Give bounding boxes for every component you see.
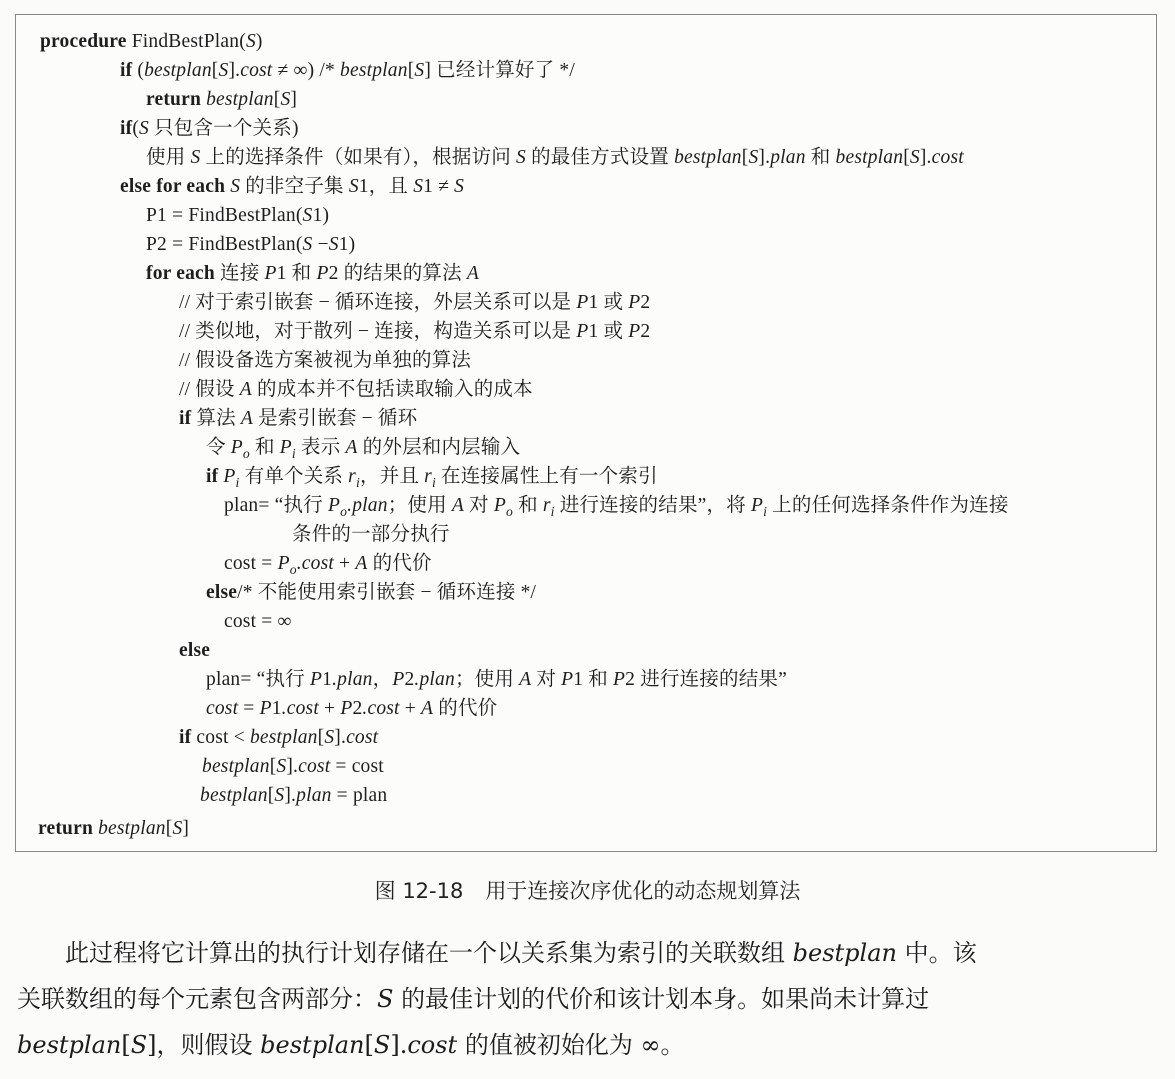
code-line [206,462,658,491]
code-line [202,752,384,781]
text-run: 1，且 [358,176,414,197]
text-run: 连接 [214,263,265,284]
italic-term: A [421,698,434,719]
subscript: o [289,561,297,577]
text-run: 和 [513,495,543,516]
text-run: 1) [312,205,330,226]
text-run: [ [269,756,277,777]
italic-term: P [277,553,290,574]
text-run: ]. [919,147,932,168]
text-run: 算法 [191,408,241,429]
italic-term: S [130,1031,148,1059]
italic-term: bestplan [674,147,742,168]
text-run: + [399,698,422,719]
text-run: 令 [206,437,231,458]
paragraph-line [17,1022,1157,1068]
italic-term: P [316,263,329,284]
italic-term: bestplan [17,1031,122,1059]
code-line [179,404,417,433]
italic-term: .cost [296,553,335,574]
text-run: 的非空子集 [240,176,349,197]
code-line [206,665,787,694]
italic-term: .cost [362,698,400,719]
italic-term: A [355,553,368,574]
text-run: ；使用 [387,495,452,516]
code-line [179,636,210,665]
text-run: ]. [334,727,347,748]
text-run: // 类似地，对于散列 − 连接，构造关系可以是 [179,321,577,342]
italic-term: r [348,466,356,487]
italic-term: .plan [347,495,388,516]
text-run: 2 [640,321,651,342]
text-run: ]. [390,1031,408,1059]
italic-term: S [324,727,335,748]
code-line [206,433,520,462]
text-run: cost < [191,727,250,748]
code-line [179,288,650,317]
text-run: 只包含一个关系) [148,118,299,139]
italic-term: S [748,147,759,168]
text-run: 的最佳方式设置 [526,147,675,168]
text-run: 对 [464,495,494,516]
italic-term: bestplan [249,727,318,748]
text-run: 2 [404,669,415,690]
text-run: [ [267,785,275,806]
subscript: o [242,445,250,461]
italic-term: S [909,147,920,168]
text-run: [ [317,727,325,748]
italic-term: P [279,437,292,458]
text-run: − [312,234,329,255]
subscript: i [763,503,768,519]
text-run: = [238,698,260,719]
code-line [146,85,297,114]
text-run: plan= “执行 [206,669,310,690]
code-line [146,259,479,288]
italic-term: S [373,1031,391,1059]
keyword: for each [146,263,215,284]
text-run: [ [364,1031,374,1059]
text-run: ) [255,31,263,52]
text-run: 条件的一部分执行 [292,524,450,545]
italic-term: S [413,176,424,197]
text-run: 关联数组的每个元素包含两部分： [17,985,377,1013]
text-run: ] [290,89,298,110]
italic-term: S [218,60,229,81]
subscript: i [550,503,555,519]
text-run: [ [407,60,415,81]
italic-term: P [628,292,641,313]
text-run: // 假设 [179,379,240,400]
text-run: 1 [271,698,282,719]
text-run: 1 和 [573,669,614,690]
italic-term: S [414,60,425,81]
text-run: ]，则假设 [147,1031,261,1059]
italic-term: bestplan [200,785,268,806]
italic-term: P [576,321,589,342]
italic-term: P [230,437,243,458]
text-run: P1 = FindBestPlan( [146,205,303,226]
italic-term: bestplan [260,1031,365,1059]
code-line [179,346,471,375]
code-line [224,491,1009,520]
italic-term: S [348,176,359,197]
italic-term: S [302,205,313,226]
italic-term: cost [407,1031,458,1059]
italic-term: A [240,408,253,429]
text-run: 1 和 [276,263,317,284]
text-run: 1 ≠ [423,176,455,197]
paragraph-line [17,976,1157,1022]
text-run: ， [372,669,393,690]
keyword: if [179,727,192,748]
text-run: + [334,553,356,574]
italic-term: P [309,669,323,690]
italic-term: cost [346,727,379,748]
code-line [146,201,329,230]
keyword: if [120,118,133,139]
keyword: if [206,466,219,487]
italic-term: plan [296,785,332,806]
text-run: ]. [758,147,771,168]
text-run: 1 [322,669,333,690]
italic-term: S [302,234,313,255]
keyword: else [206,582,238,603]
italic-term: P [259,698,272,719]
text-run: // 假设备选方案被视为单独的算法 [179,350,472,371]
code-line [120,172,464,201]
italic-term: S [245,31,256,52]
paragraph-line [17,930,1157,976]
text-run: 表示 [295,437,346,458]
text-run: 此过程将它计算出的执行计划存储在一个以关系集为索引的关联数组 [65,939,793,967]
code-line [292,520,450,549]
subscript: i [355,474,360,490]
italic-term: bestplan [98,818,166,839]
italic-term: bestplan [202,756,270,777]
keyword: if [179,408,192,429]
text-run: // 对于索引嵌套 − 循环连接，外层关系可以是 [179,292,577,313]
text-run: 1) [338,234,356,255]
text-run: ≠ ∞) /* [272,60,341,81]
text-run: 2 [640,292,651,313]
code-line [224,607,292,636]
italic-term: P [340,698,353,719]
text-run: [ [741,147,749,168]
text-run: [ [165,818,173,839]
keyword: return [146,89,201,110]
keyword: procedure [40,31,127,52]
text-run: 的最佳计划的代价和该计划本身。如果尚未计算过 [393,985,930,1013]
text-run: 和 [805,147,836,168]
code-line [40,27,263,56]
italic-term: P [392,669,405,690]
text-run: [ [903,147,910,168]
code-line [146,230,355,259]
text-run: 的成本并不包括读取输入的成本 [251,379,533,400]
italic-term: S [274,785,285,806]
text-run: cost = ∞ [224,611,292,632]
subscript: i [431,474,436,490]
text-run: ] [182,818,190,839]
text-run: 是索引嵌套 − 循环 [253,408,418,429]
text-run: 中。该 [896,939,977,967]
text-run: 1 或 [588,292,629,313]
keyword: if [120,60,133,81]
text-run: 的代价 [433,698,498,719]
body-paragraph [17,930,1157,1068]
italic-term: P [223,466,236,487]
code-line [179,375,533,404]
italic-term: .cost [281,698,319,719]
italic-term: r [424,466,432,487]
code-line [120,114,299,143]
text-run: ]. [228,60,241,81]
text-run: /* 不能使用索引嵌套 − 循环连接 */ [237,582,537,603]
text-run: 和 [249,437,280,458]
text-run: ]. [286,756,299,777]
italic-term: A [466,263,479,284]
keyword: else for each [120,176,226,197]
text-run: 有单个关系 [239,466,349,487]
figure-title: 用于连接次序优化的动态规划算法 [485,879,801,903]
text-run: 使用 [146,147,191,168]
italic-term: A [519,669,532,690]
text-run: ( [132,60,145,81]
italic-term: cost [240,60,273,81]
italic-term: P [327,495,341,516]
subscript: i [291,445,296,461]
text-run: ( [132,118,140,139]
text-run: ；使用 [454,669,520,690]
text-run: FindBestPlan( [126,31,246,52]
italic-term: S [172,818,183,839]
italic-term: cost [931,147,964,168]
text-run: ]. [284,785,297,806]
figure-number: 图 12-18 [374,879,464,903]
text-run: [ [211,60,219,81]
italic-term: S [280,89,291,110]
subscript: o [505,503,514,519]
italic-term: P [750,495,764,516]
keyword: else [179,640,211,661]
italic-term: bestplan [144,60,212,81]
italic-term: plan [770,147,806,168]
keyword: return [38,818,93,839]
text-run: 的代价 [367,553,432,574]
text-run: cost = [224,553,278,574]
italic-term: S [139,118,149,139]
text-run: plan= “执行 [224,495,328,516]
italic-term: bestplan [835,147,904,168]
text-run: P2 = FindBestPlan( [146,234,303,255]
subscript: i [235,474,240,490]
text-run: 2 [352,698,363,719]
italic-term: cost [206,698,239,719]
text-run: ] 已经计算好了 */ [424,60,575,81]
italic-term: P [576,292,589,313]
code-line [120,56,575,85]
italic-term: S [516,147,526,168]
code-line [146,143,964,172]
text-run: 上的任何选择条件作为连接 [767,495,1009,516]
text-run: [ [121,1031,131,1059]
italic-term: S [230,176,241,197]
text-run: 在连接属性上有一个索引 [435,466,658,487]
italic-term: bestplan [340,60,408,81]
italic-term: A [345,437,358,458]
text-run: 1 或 [588,321,629,342]
text-run: = cost [330,756,384,777]
text-run: 2 的结果的算法 [328,263,467,284]
text-run: 对 [531,669,562,690]
code-line [179,317,650,346]
italic-term: bestplan [792,939,897,967]
italic-term: S [377,985,394,1013]
italic-term: A [239,379,252,400]
code-line [206,578,536,607]
code-line [206,694,497,723]
text-run: 的外层和内层输入 [357,437,521,458]
code-line [179,723,378,752]
italic-term: .plan [414,669,455,690]
text-run: 进行连接的结果”，将 [554,495,751,516]
italic-term: bestplan [206,89,274,110]
text-run: [ [273,89,281,110]
italic-term: r [542,495,551,516]
text-run: 上的选择条件（如果有），根据访问 [200,147,517,168]
code-line [200,781,387,810]
italic-term: cost [298,756,331,777]
italic-term: P [493,495,506,516]
text-run: 2 进行连接的结果” [625,669,787,690]
italic-term: P [264,263,277,284]
algorithm-figure-box [15,14,1157,852]
code-line [224,549,432,578]
italic-term: P [561,669,574,690]
italic-term: P [628,321,641,342]
italic-term: S [276,756,287,777]
figure-caption [0,876,1175,906]
text-run: 的值被初始化为 ∞。 [457,1031,685,1059]
text-run: ，并且 [359,466,425,487]
italic-term: A [451,495,464,516]
subscript: o [340,503,348,519]
italic-term: P [613,669,626,690]
italic-term: .plan [332,669,373,690]
italic-term: S [190,147,201,168]
italic-term: S [454,176,465,197]
text-run: = plan [331,785,388,806]
italic-term: S [328,234,339,255]
code-line [38,814,189,843]
text-run: + [318,698,341,719]
